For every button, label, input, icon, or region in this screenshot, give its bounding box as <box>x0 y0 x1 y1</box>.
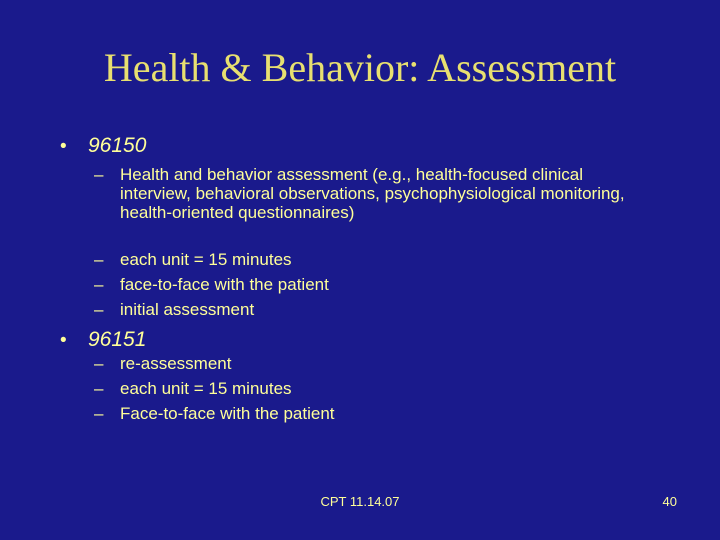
sub-item <box>94 275 654 294</box>
page-number: 40 <box>662 494 677 509</box>
slide-title: Health & Behavior: Assessment <box>103 45 617 90</box>
sub-item <box>94 354 654 373</box>
sub-item <box>94 404 654 423</box>
bullet-icon: • <box>60 136 67 157</box>
sub-item-text: each unit = 15 minutes <box>120 379 292 398</box>
sub-item-text: each unit = 15 minutes <box>120 250 292 269</box>
sub-item-text: face-to-face with the patient <box>120 275 329 294</box>
bullet-icon: • <box>60 330 67 351</box>
sub-item-text: re-assessment <box>120 354 232 373</box>
sub-item-text: Health and behavior assessment (e.g., health-focused clinical interview, behavioral observations, psychophysiological monitoring, health-oriented questionnaires) <box>120 165 625 222</box>
dash-icon: – <box>94 354 104 373</box>
bullet-item <box>60 134 146 159</box>
dash-icon: – <box>94 404 104 423</box>
dash-icon: – <box>94 300 104 319</box>
bullet-code: 96151 <box>88 328 147 351</box>
dash-icon: – <box>94 379 104 398</box>
sub-item <box>94 250 654 269</box>
sub-item-text: Face-to-face with the patient <box>120 404 335 423</box>
dash-icon: – <box>94 250 104 269</box>
footer-text: CPT 11.14.07 <box>320 494 400 509</box>
bullet-item <box>60 328 146 353</box>
sub-item <box>94 379 654 398</box>
bullet-code: 96150 <box>88 134 147 157</box>
dash-icon: – <box>94 165 104 184</box>
sub-item-text: initial assessment <box>120 300 255 319</box>
sub-item <box>94 300 654 319</box>
sub-item <box>94 165 654 222</box>
dash-icon: – <box>94 275 104 294</box>
